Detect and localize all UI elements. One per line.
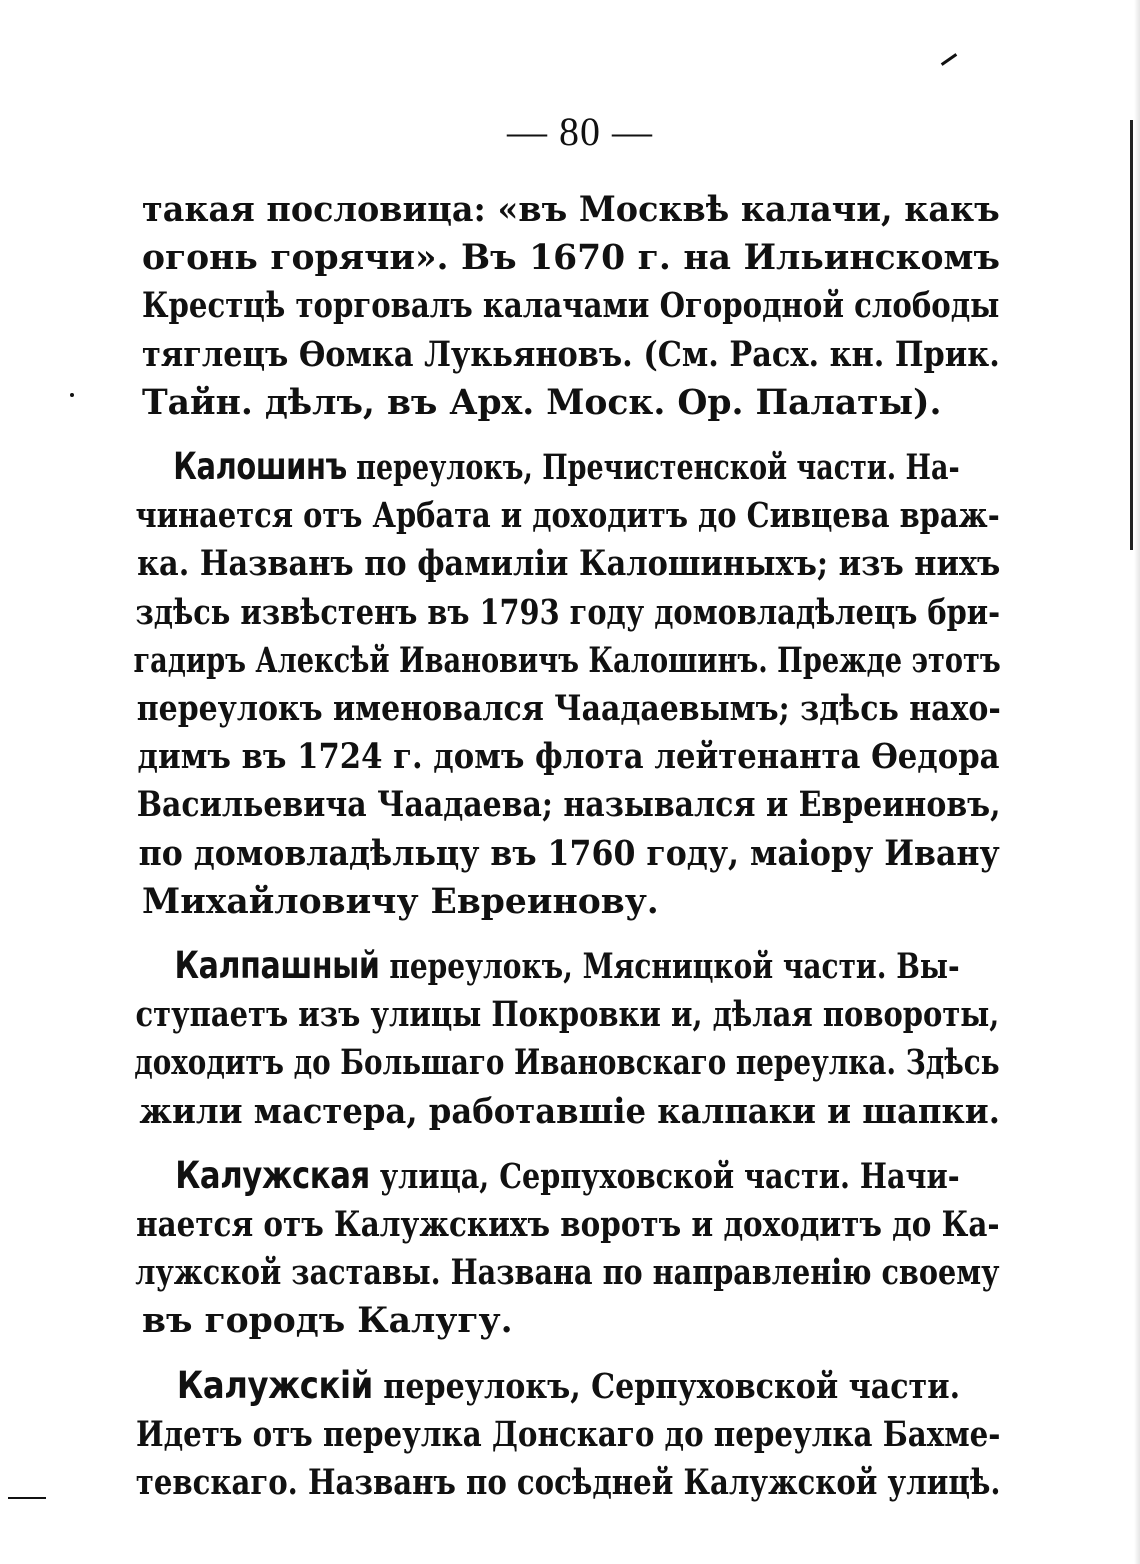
entry-kaluzhskaya xyxy=(135,1152,1000,1346)
text-line: Идетъ отъ переулка Донскаго до переулка Бахме- xyxy=(135,1414,1001,1455)
body-text xyxy=(133,186,1001,1523)
entry-text: переулокъ, Серпуховской части. xyxy=(372,1366,961,1407)
text-line: тяглецъ Ѳомка Лукьяновъ. (См. Расх. кн. Прик. xyxy=(142,334,1000,375)
text-line: гадиръ Алексѣй Ивановичъ Калошинъ. Прежде этотъ xyxy=(133,640,1001,681)
ink-tick-mark xyxy=(941,53,957,66)
text-line: въ городъ Калугу. xyxy=(142,1301,513,1342)
text-line: Михайловичу Евреинову. xyxy=(142,881,659,922)
ink-dot-mark xyxy=(70,393,74,397)
text-line xyxy=(142,443,960,492)
text-line: нается отъ Калужскихъ воротъ и доходитъ до Ка- xyxy=(136,1205,1000,1246)
text-line: Крестцѣ торговалъ калачами Огородной слободы xyxy=(142,286,1000,327)
paragraph-continuation xyxy=(142,186,1000,427)
text-line: переулокъ именовался Чаадаевымъ; здѣсь нахо- xyxy=(136,689,1001,730)
entry-kalpashny xyxy=(134,942,1000,1136)
text-line: Тайн. дѣлъ, въ Арх. Моск. Ор. Палаты). xyxy=(142,382,942,423)
entry-kaluzhsky xyxy=(135,1362,1001,1508)
entry-text: переулокъ, Мясницкой части. Вы- xyxy=(379,947,960,988)
page-edge-shadow xyxy=(1134,0,1140,1564)
text-line: доходитъ до Большаго Ивановскаго переулка. Здѣсь xyxy=(134,1043,1000,1084)
text-line: ступаетъ изъ улицы Покровки и, дѣлая повороты, xyxy=(135,995,1000,1036)
text-line xyxy=(142,942,960,991)
text-line: Васильевича Чаадаева; назывался и Евреиновъ, xyxy=(136,785,1001,826)
text-line xyxy=(142,1152,960,1201)
text-line: по домовладѣльцу въ 1760 году, маіору Ивану xyxy=(138,833,1000,874)
headword: Калужскій xyxy=(176,1363,373,1407)
headword: Калпашный xyxy=(174,944,380,988)
text-line: огонь горячи». Въ 1670 г. на Ильинскомъ xyxy=(142,238,1000,279)
text-line: димъ въ 1724 г. домъ флота лейтенанта Ѳедора xyxy=(137,737,1000,778)
ink-dash-mark xyxy=(8,1497,46,1499)
text-line: чинается отъ Арбата и доходитъ до Сивцева враж- xyxy=(135,496,1000,537)
text-line: тевскаго. Названъ по сосѣдней Калужской улицѣ. xyxy=(135,1463,1001,1504)
binding-edge-line xyxy=(1130,120,1133,550)
page-number: — 80 — xyxy=(507,109,653,154)
text-line: такая пословица: «въ Москвѣ калачи, какъ xyxy=(142,190,1000,230)
entry-kaloshin xyxy=(133,443,1001,926)
text-line xyxy=(142,1362,961,1411)
entry-text: улица, Серпуховской части. Начи- xyxy=(369,1156,960,1197)
text-line: жили мастера, работавшіе калпаки и шапки. xyxy=(139,1091,1000,1132)
text-line: лужской заставы. Названа по направленію своему xyxy=(135,1253,1000,1294)
text-line: здѣсь извѣстенъ въ 1793 году домовладѣлецъ бри- xyxy=(135,592,1001,633)
headword: Калужская xyxy=(175,1153,370,1197)
text-line: ка. Названъ по фамиліи Калошиныхъ; изъ нихъ xyxy=(137,544,1001,585)
entry-text: переулокъ, Пречистенской части. На- xyxy=(346,448,960,489)
headword: Калошинъ xyxy=(173,445,347,489)
